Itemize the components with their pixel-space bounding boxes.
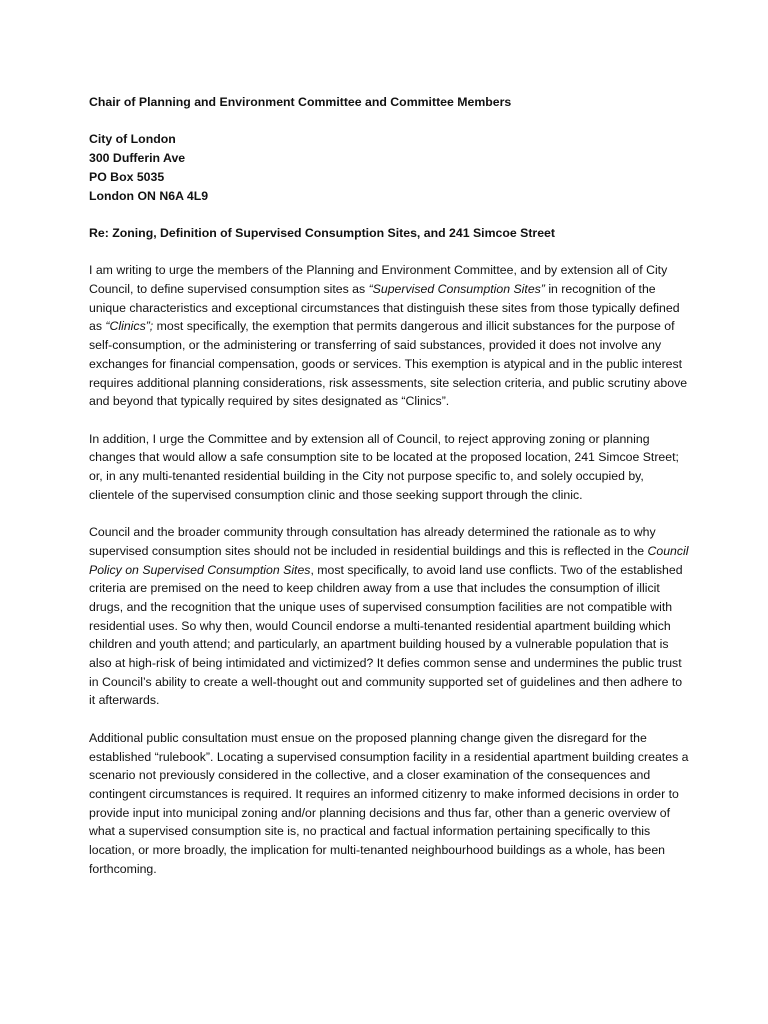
paragraph-2: In addition, I urge the Committee and by extension all of Council, to reject approving zoning or planning changes that would allow a safe consumption site to be located at the proposed location, 241 Simcoe Street; or, in any multi-tenanted residential building in the City not purpose specific to, and solely occupied by, clientele of the supervised consumption clinic and those seeking support through the clinic. [89,431,679,502]
p1-italic-term: “Supervised Consumption Sites” [368,281,545,296]
recipient-address [89,130,689,205]
p1-text-e: most specifically, the exemption that permits dangerous and illicit substances for the purpose of self-consumption, or the administering or transferring of said substances, provided it does not involve any exchanges for financial compensation, goods or services. This exemption is atypical and in the public interest requires additional planning considerations, risk assessments, site selection criteria, and public scrutiny above and beyond that typically required by sites designated as “Clinics”. [89,319,688,409]
p3-text-c: , most specifically, to avoid land use conflicts. Two of the established criteria are premised on the need to keep children away from a use that includes the consumption of illicit drugs, and the recognition that the unique uses of supervised consumption facilities are not compatible with residential uses. So why then, would Council endorse a multi-tenanted residential apartment building which children and youth attend; and particularly, an apartment building housed by a vulnerable population that is also at high-risk of being intimidated and victimized? It defies common sense and undermines the public trust in Council’s ability to create a well-thought out and community supported set of guidelines and then adhere to it afterwards. [89,562,683,708]
p1-text-c: in recognition of the unique characteristics and exceptional circumstances that distinguish these sites from those typically defined as [89,281,680,334]
address-line: PO Box 5035 [89,169,165,184]
p1-italic-clinics: “Clinics”; [105,319,154,334]
paragraph-1 [89,261,689,411]
address-line: 300 Dufferin Ave [89,151,186,166]
p3-policy-title: Council Policy on Supervised Consumption Sites [89,543,689,577]
paragraph-4: Additional public consultation must ensue on the proposed planning change given the disregard for the established “rulebook”. Locating a supervised consumption facility in a residential apartment building creates a scenario not previously considered in the collective, and a closer examination of the consequences and contingent circumstances is required. It requires an informed citizenry to make informed decisions in order to provide input into municipal zoning and/or planning decisions and thus far, other than a generic overview of what a supervised consumption site is, no practical and factual information pertaining specifically to this location, or more broadly, the implication for multi-tenanted neighbourhood buildings as a whole, has been forthcoming. [89,730,689,876]
letter-page [89,93,689,897]
p1-text-a: I am writing to urge the members of the Planning and Environment Committee, and by extension all of City Council, to define supervised consumption sites as [89,263,668,296]
p3-text-a: Council and the broader community through consultation has already determined the rationale as to why supervised consumption sites should not be included in residential buildings and this is reflected in the [89,525,656,558]
address-line: City of London [89,132,176,147]
salutation: Chair of Planning and Environment Committee and Committee Members [89,95,512,109]
address-line: London ON N6A 4L9 [89,188,209,203]
subject-line: Re: Zoning, Definition of Supervised Consumption Sites, and 241 Simcoe Street [89,225,555,240]
paragraph-3 [89,523,689,710]
